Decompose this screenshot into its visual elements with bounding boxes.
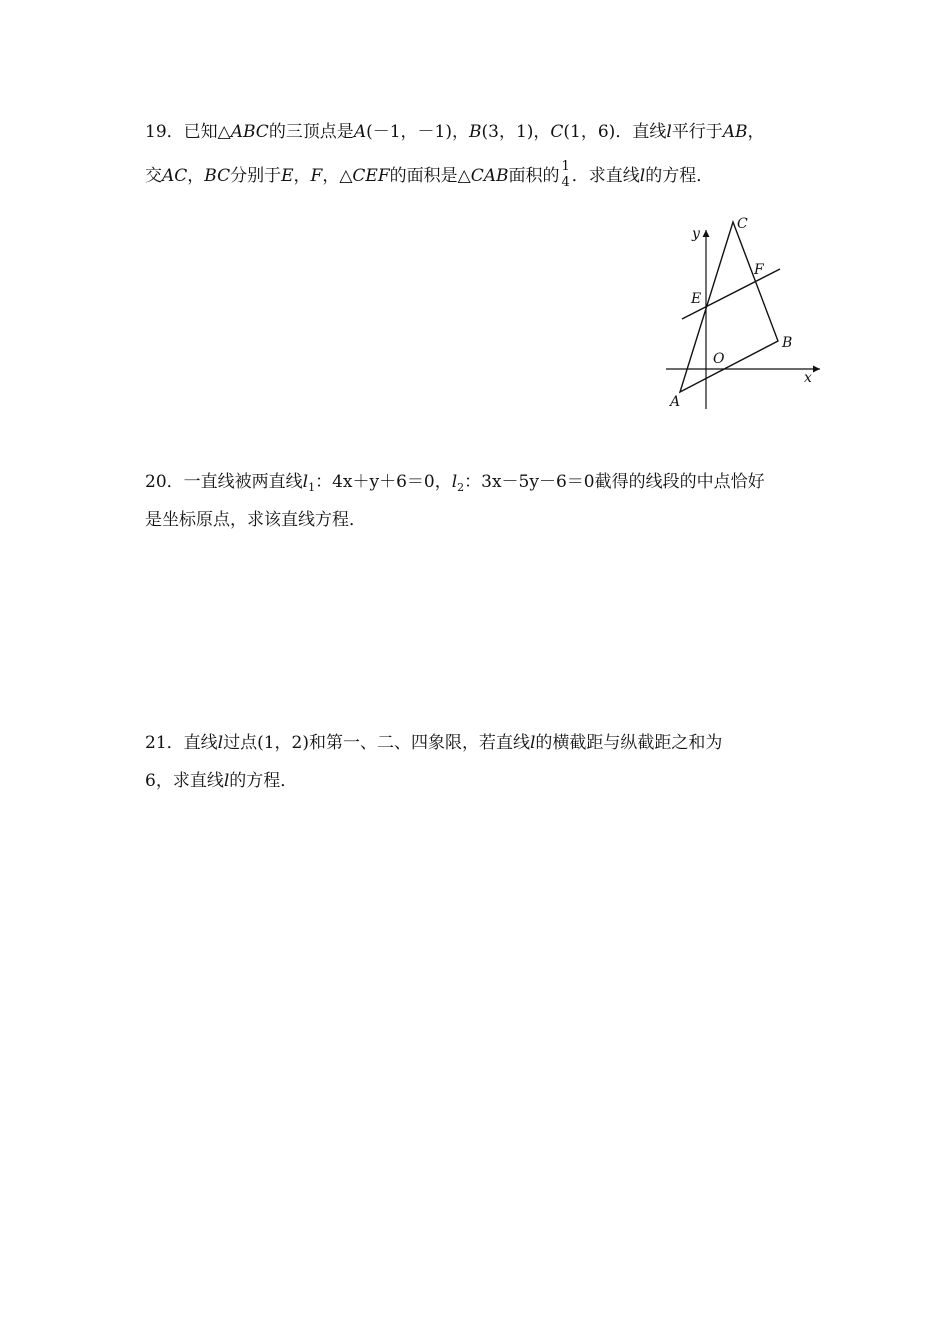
q19-triangle-cab: CAB	[470, 166, 509, 186]
q21-text: 直线	[183, 733, 218, 753]
q20-l2-subscript: 2	[457, 481, 465, 494]
q20-l1-subscript: 1	[308, 481, 316, 494]
q19-coord-a: (－1，－1)，	[366, 122, 469, 142]
q21-text: 的横截距与纵截距之和为	[535, 733, 723, 753]
q20-text: 截得的线段的中点恰好	[594, 472, 765, 492]
q21-line-2	[145, 769, 297, 793]
q19-point-e: E	[281, 166, 294, 186]
q19-point-a: A	[353, 122, 367, 142]
q19-segment-bc: BC	[204, 166, 231, 186]
q21-text: 6，求直线	[145, 771, 224, 791]
label-c: C	[737, 216, 748, 232]
q20-line-2: 是坐标原点，求该直线方程．	[145, 510, 366, 530]
q19-point-c: C	[550, 122, 564, 142]
q19-text: ，	[187, 166, 205, 186]
q19-point-f: F	[310, 166, 323, 186]
q19-line-l: l	[666, 122, 672, 142]
q19-text: ，△	[322, 166, 353, 186]
label-o: O	[713, 351, 725, 367]
q19-text: ，	[293, 166, 311, 186]
q19-triangle-name: ABC	[230, 122, 269, 142]
fraction-numerator: 1	[561, 158, 570, 174]
q19-segment-ab: AB	[722, 122, 748, 142]
q21-line-l: l	[223, 771, 230, 791]
q20-equation-2: ：3x－5y－6＝0	[464, 472, 595, 492]
label-y: y	[692, 226, 700, 242]
q19-point-b: B	[469, 122, 482, 142]
q19-text: 的三顶点是	[268, 122, 354, 142]
label-e: E	[691, 291, 702, 307]
fraction-denominator: 4	[561, 174, 570, 190]
q20-text: 一直线被两直线	[183, 472, 303, 492]
q21-line-l: l	[217, 733, 224, 753]
q19-text: 的方程．	[645, 166, 714, 186]
q21-text: 过点(1，2)和第一、二、四象限，若直线	[223, 733, 530, 753]
q20-line-l2: l	[451, 472, 458, 492]
q19-text: 的面积是△	[389, 166, 471, 186]
q20-equation-1: ：4x＋y＋6＝0，	[315, 472, 452, 492]
label-f: F	[754, 262, 764, 278]
q19-text: 分别于	[230, 166, 282, 186]
q19-number: 19．	[145, 122, 184, 142]
q19-figure	[660, 214, 830, 414]
q21-line-1	[145, 731, 722, 755]
q19-line-l: l	[639, 166, 646, 186]
q19-segment-ac: AC	[162, 166, 188, 186]
label-x: x	[804, 370, 812, 386]
q19-text: 已知△	[183, 122, 231, 142]
triangle-abc	[680, 222, 778, 392]
q20-number: 20．	[145, 472, 184, 492]
q19-text: 平行于	[671, 122, 723, 142]
label-a: A	[670, 394, 681, 410]
q20-line-1	[145, 470, 765, 500]
q19-text: 交	[145, 166, 162, 186]
q19-line-1	[145, 120, 765, 144]
q19-text: ．求直线	[571, 166, 640, 186]
q21-text: 的方程．	[229, 771, 298, 791]
q19-text: ，	[747, 122, 765, 142]
q19-text: 面积的	[508, 166, 560, 186]
q20-line-l1: l	[302, 472, 309, 492]
q19-triangle-cef: CEF	[352, 166, 390, 186]
q21-line-l: l	[529, 733, 536, 753]
q21-number: 21．	[145, 733, 184, 753]
q19-coord-b: (3，1)，	[481, 122, 551, 142]
q19-coord-c: (1，6)．直线	[563, 122, 667, 142]
q19-line-2	[145, 160, 713, 193]
q19-fraction	[562, 159, 570, 191]
label-b: B	[782, 335, 793, 351]
